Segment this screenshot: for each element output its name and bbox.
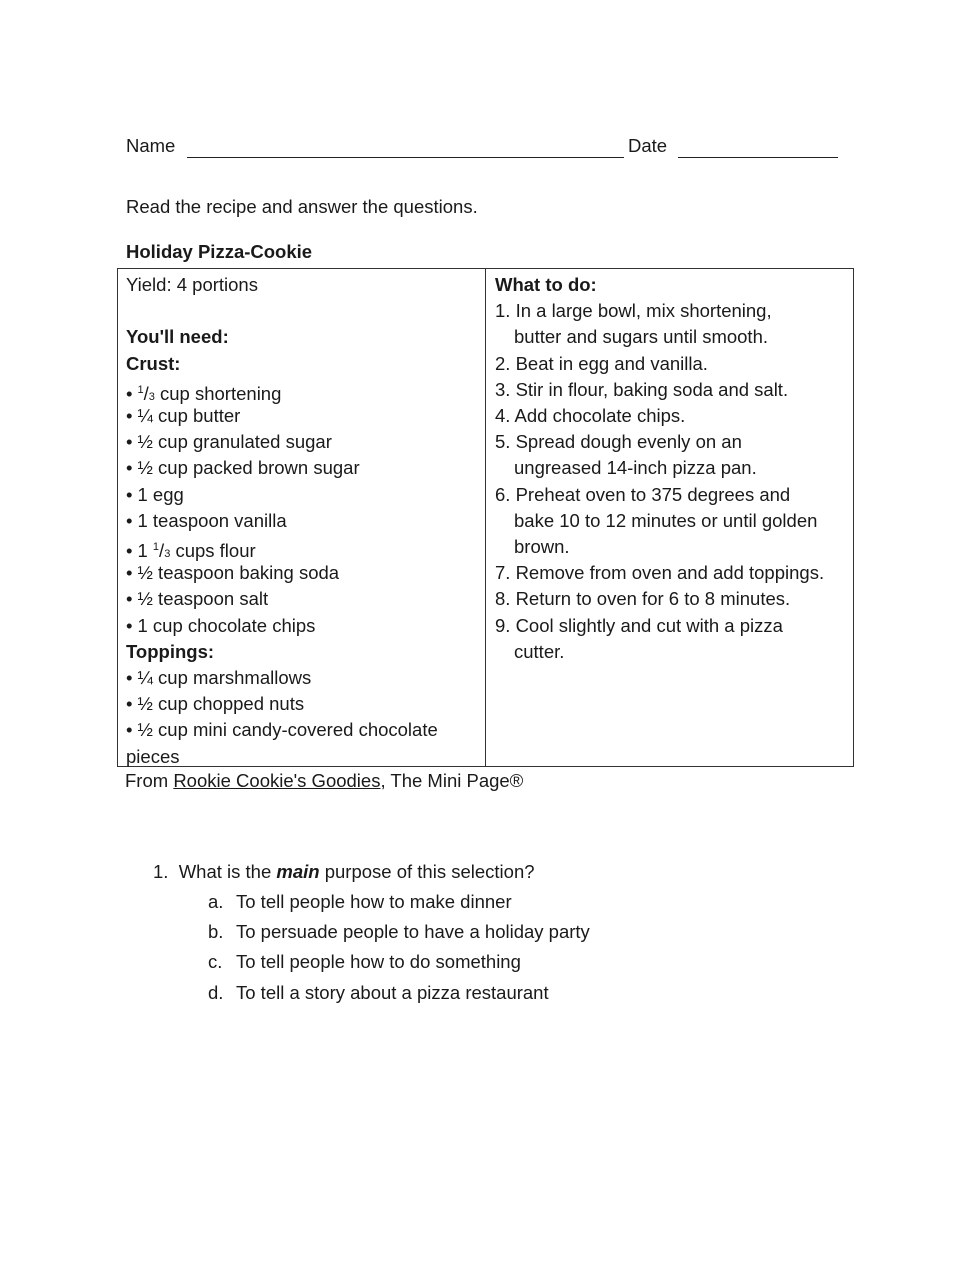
yield-text: Yield: 4 portions bbox=[126, 274, 258, 295]
option-letter: a. bbox=[208, 891, 224, 912]
question-emphasis: main bbox=[276, 861, 320, 882]
name-label: Name bbox=[126, 135, 176, 156]
step-line: 1. In a large bowl, mix shortening, bbox=[495, 300, 772, 322]
ingredient-item: • $^1$/3 cup shortening bbox=[126, 382, 282, 404]
topping-item-wrap: pieces bbox=[126, 745, 180, 767]
ingredient-item: • 1 egg bbox=[126, 483, 184, 505]
answer-option[interactable] bbox=[208, 921, 590, 943]
bullet-icon: • bbox=[126, 405, 133, 426]
toppings-heading: Toppings: bbox=[126, 640, 215, 662]
step-line: bake 10 to 12 minutes or until golden bbox=[514, 509, 818, 531]
option-text: To tell people how to do something bbox=[236, 951, 521, 973]
option-letter: d. bbox=[208, 981, 224, 1003]
bullet-icon: • bbox=[126, 540, 133, 562]
question-text-before: What is the bbox=[178, 861, 277, 882]
question-number: 1. bbox=[153, 861, 169, 882]
bullet-icon: • bbox=[126, 588, 133, 610]
fraction-numerator: 1 bbox=[152, 541, 160, 553]
step-line: 7. Remove from oven and add toppings. bbox=[495, 562, 825, 584]
date-field[interactable] bbox=[628, 135, 838, 158]
fraction-denominator: 3 bbox=[164, 548, 171, 561]
answer-option[interactable] bbox=[208, 891, 512, 913]
step-line: cutter. bbox=[514, 640, 565, 662]
step-line: 2. Beat in egg and vanilla. bbox=[495, 352, 708, 374]
option-text: To persuade people to have a holiday party bbox=[236, 921, 590, 943]
bullet-icon: • bbox=[126, 719, 133, 741]
question-text-after: purpose of this selection? bbox=[319, 861, 535, 882]
step-line: ungreased 14-inch pizza pan. bbox=[514, 457, 757, 479]
date-blank-line[interactable] bbox=[678, 135, 838, 158]
table-divider bbox=[485, 269, 486, 766]
recipe-table bbox=[117, 268, 854, 767]
bullet-icon: • bbox=[126, 457, 133, 479]
name-blank-line[interactable] bbox=[187, 135, 624, 158]
instructions: Read the recipe and answer the questions. bbox=[126, 196, 478, 217]
steps-heading: What to do: bbox=[495, 274, 597, 295]
bullet-icon: • bbox=[126, 693, 133, 715]
topping-item: • ¼ cup marshmallows bbox=[126, 667, 312, 688]
step-line: 9. Cool slightly and cut with a pizza bbox=[495, 614, 783, 636]
bullet-icon: • bbox=[126, 614, 133, 636]
source-suffix: , The Mini Page® bbox=[380, 770, 524, 791]
ingredient-item: • 1 cup chocolate chips bbox=[126, 614, 316, 636]
step-line: 3. Stir in flour, baking soda and salt. bbox=[495, 378, 789, 400]
answer-option[interactable] bbox=[208, 951, 521, 973]
ingredient-item: • ½ cup packed brown sugar bbox=[126, 457, 360, 479]
name-field[interactable] bbox=[126, 135, 624, 158]
step-line: brown. bbox=[514, 536, 570, 557]
option-letter: b. bbox=[208, 921, 224, 943]
answer-option[interactable] bbox=[208, 982, 549, 1004]
topping-item: • ½ cup mini candy-covered chocolate bbox=[126, 719, 438, 741]
ingredient-item: • 1 $^1$/3 cups flour bbox=[126, 540, 256, 562]
date-label: Date bbox=[628, 135, 668, 156]
source-credit bbox=[125, 770, 523, 792]
ingredient-item: • ½ teaspoon salt bbox=[126, 588, 269, 610]
ingredient-item: • ½ cup granulated sugar bbox=[126, 431, 332, 453]
topping-item: • ½ cup chopped nuts bbox=[126, 693, 305, 715]
ingredient-item: • 1 teaspoon vanilla bbox=[126, 509, 287, 531]
ingredient-item: • ¼ cup butter bbox=[126, 405, 241, 426]
step-line: 4. Add chocolate chips. bbox=[495, 405, 686, 426]
fraction-numerator: 1 bbox=[137, 383, 144, 396]
step-line: 6. Preheat oven to 375 degrees and bbox=[495, 483, 791, 505]
source-book-title: Rookie Cookie's Goodies bbox=[173, 770, 381, 791]
option-text: To tell a story about a pizza restaurant bbox=[236, 981, 549, 1003]
bullet-icon: • bbox=[126, 431, 133, 453]
bullet-icon: • bbox=[126, 509, 133, 531]
step-line: 5. Spread dough evenly on an bbox=[495, 431, 742, 453]
bullet-icon: • bbox=[126, 483, 133, 505]
bullet-icon: • bbox=[126, 382, 133, 404]
step-line: 8. Return to oven for 6 to 8 minutes. bbox=[495, 588, 791, 610]
question-1 bbox=[153, 861, 535, 883]
source-prefix: From bbox=[125, 770, 174, 791]
option-letter: c. bbox=[208, 951, 223, 973]
recipe-title: Holiday Pizza-Cookie bbox=[126, 241, 313, 262]
need-heading: You'll need: bbox=[126, 326, 229, 348]
fraction-denominator: 3 bbox=[148, 390, 155, 403]
bullet-icon: • bbox=[126, 667, 133, 688]
step-line: butter and sugars until smooth. bbox=[514, 326, 769, 348]
option-text: To tell people how to make dinner bbox=[236, 891, 512, 912]
crust-heading: Crust: bbox=[126, 352, 181, 374]
ingredient-item: • ½ teaspoon baking soda bbox=[126, 562, 340, 584]
bullet-icon: • bbox=[126, 562, 133, 584]
